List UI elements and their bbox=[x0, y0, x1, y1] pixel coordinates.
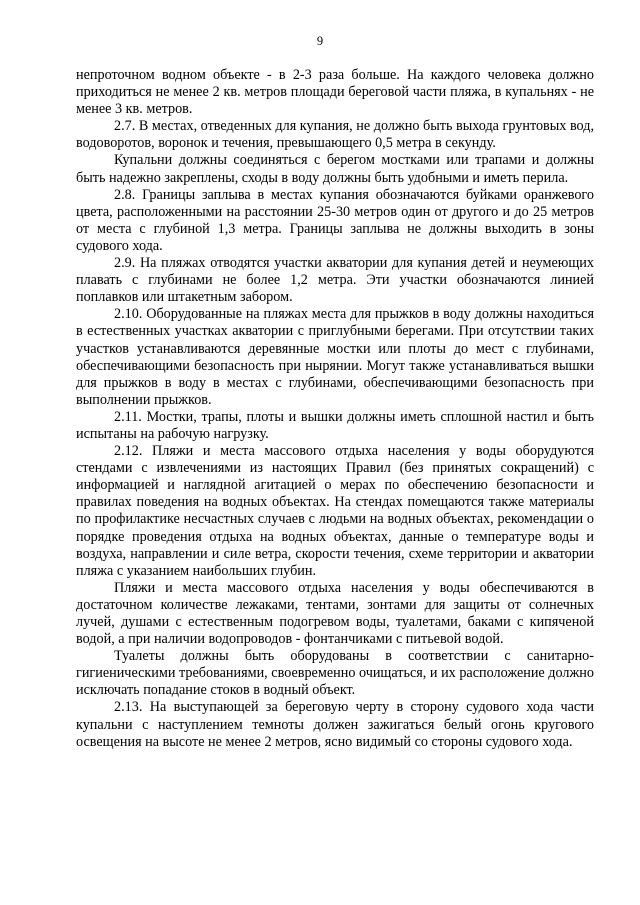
paragraph-2-9: 2.9. На пляжах отводятся участки акватории для купания детей и неумеющих плавать с глубинами не более 1,2 метра. Эти участки обозначаются линией поплавков или штакетным забором. bbox=[76, 255, 594, 306]
paragraph-2-7: 2.7. В местах, отведенных для купания, не должно быть выхода грунтовых вод, водоворотов, воронок и течения, превышающего 0,5 метра в секунду. bbox=[76, 118, 594, 152]
paragraph-baths: Купальни должны соединяться с берегом мостками или трапами и должны быть надежно закреплены, сходы в воду должны быть удобными и иметь перила. bbox=[76, 152, 594, 186]
paragraph-2-12: 2.12. Пляжи и места массового отдыха населения у воды оборудуются стендами с извлечениями из настоящих Правил (без принятых сокращений) с информацией и наглядной агитацией о мерах по обеспечению безопасности и правилах поведения на водных объектах. На стендах помещаются также материалы по профилактике несчастных случаев с людьми на водных объектах, рекомендации о порядке проведения отдыха на водных объектах, данные о температуре воды и воздуха, направлении и силе ветра, скорости течения, схеме территории и акватории пляжа с указанием наибольших глубин. bbox=[76, 443, 594, 579]
paragraph-continuation: непроточном водном объекте - в 2-3 раза больше. На каждого человека должно приходиться не менее 2 кв. метров площади береговой части пляжа, в купальнях - не менее 3 кв. метров. bbox=[76, 67, 594, 118]
paragraph-toilets: Туалеты должны быть оборудованы в соответствии с санитарно-гигиеническими требованиями, своевременно очищаться, и их расположение должно исключать попадание стоков в водный объект. bbox=[76, 648, 594, 699]
paragraph-2-10: 2.10. Оборудованные на пляжах места для прыжков в воду должны находиться в естественных участках акватории с приглубными берегами. При отсутствии таких участков устанавливаются деревянные мостки или плоты до мест с глубинами, обеспечивающими безопасность при нырянии. Могут также устанавливаться вышки для прыжков в воду в местах с глубинами, обеспечивающими безопасность при выполнении прыжков. bbox=[76, 306, 594, 408]
paragraph-2-11: 2.11. Мостки, трапы, плоты и вышки должны иметь сплошной настил и быть испытаны на рабочую нагрузку. bbox=[76, 408, 594, 442]
paragraph-2-13: 2.13. На выступающей за береговую черту в сторону судового хода части купальни с наступлением темноты должен зажигаться белый огонь кругового освещения на высоте не менее 2 метров, ясно видимый со стороны судового хода. bbox=[76, 699, 594, 750]
page-number: 9 bbox=[316, 34, 324, 48]
document-body bbox=[76, 67, 594, 751]
paragraph-beach-equipment: Пляжи и места массового отдыха населения у воды обеспечиваются в достаточном количестве лежаками, тентами, зонтами для защиты от солнечных лучей, душами с естественным подогревом воды, туалетами, баками с кипяченой водой, а при наличии водопроводов - фонтанчиками с питьевой водой. bbox=[76, 579, 594, 648]
paragraph-2-8: 2.8. Границы заплыва в местах купания обозначаются буйками оранжевого цвета, расположенными на расстоянии 25-30 метров один от другого и до 25 метров от места с глубиной 1,3 метра. Границы заплыва не должны выходить в зоны судового хода. bbox=[76, 186, 594, 254]
